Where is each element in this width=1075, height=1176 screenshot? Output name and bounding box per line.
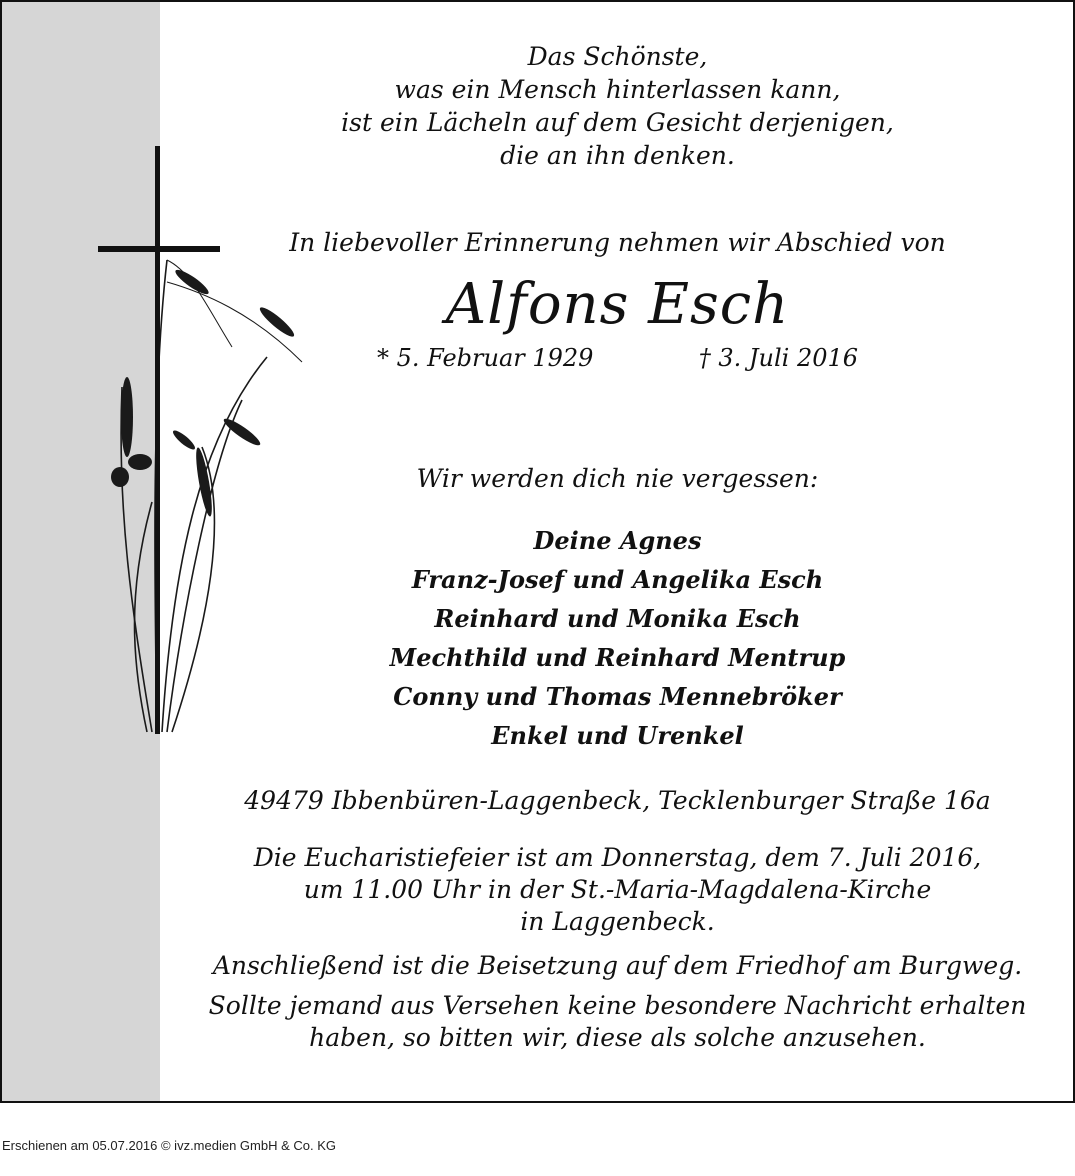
address: 49479 Ibbenbüren-Laggenbeck, Tecklenburger Straße 16a	[244, 786, 991, 815]
birth-date: * 5. Februar 1929	[376, 344, 594, 372]
family-member: Enkel und Urenkel	[491, 721, 744, 750]
life-dates	[162, 344, 1073, 372]
intro-line: In liebevoller Erinnerung nehmen wir Abschied von	[289, 228, 946, 257]
family-member: Conny und Thomas Mennebröker	[393, 682, 842, 711]
publication-footer: Erschienen am 05.07.2016 © ivz.medien GmbH & Co. KG	[2, 1138, 337, 1153]
notice-line: haben, so bitten wir, diese als solche anzusehen.	[309, 1023, 926, 1052]
poem-line: ist ein Lächeln auf dem Gesicht derjenigen,	[341, 108, 894, 137]
poem-line: Das Schönste,	[527, 42, 708, 71]
poem-line: was ein Mensch hinterlassen kann,	[394, 75, 841, 104]
family-member: Reinhard und Monika Esch	[434, 604, 801, 633]
service-line: Die Eucharistiefeier ist am Donnerstag, dem 7. Juli 2016,	[253, 843, 982, 872]
family-member: Mechthild und Reinhard Mentrup	[389, 643, 846, 672]
death-date: † 3. Juli 2016	[698, 344, 859, 372]
burial-info: Anschließend ist die Beisetzung auf dem Friedhof am Burgweg.	[212, 951, 1023, 980]
closing-phrase: Wir werden dich nie vergessen:	[416, 464, 819, 493]
service-line: in Laggenbeck.	[520, 907, 715, 936]
family-member: Franz-Josef und Angelika Esch	[411, 565, 824, 594]
service-line: um 11.00 Uhr in der St.-Maria-Magdalena-Kirche	[303, 875, 932, 904]
deceased-name: Alfons Esch	[445, 272, 790, 337]
family-member: Deine Agnes	[533, 526, 702, 555]
notice-line: Sollte jemand aus Versehen keine besondere Nachricht erhalten	[208, 991, 1027, 1020]
poem-line: die an ihn denken.	[500, 141, 735, 170]
